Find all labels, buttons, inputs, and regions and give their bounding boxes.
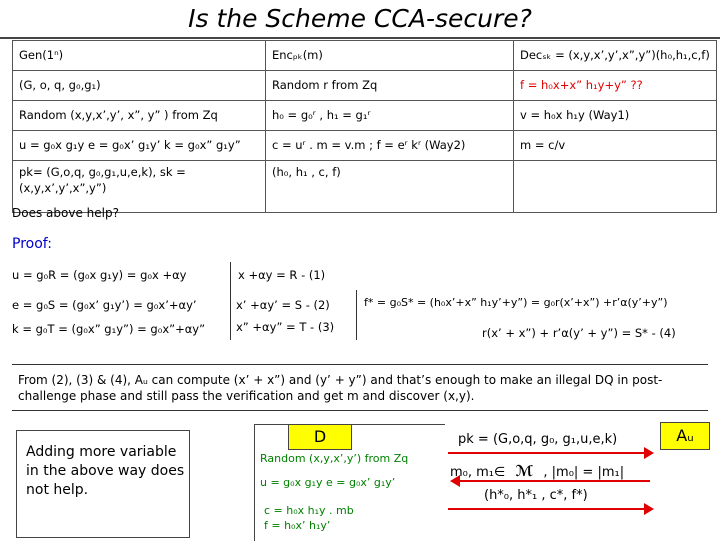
section-divider <box>12 410 708 411</box>
scheme-table <box>12 40 717 213</box>
proof-divider <box>230 262 231 340</box>
table-cell: c = uʳ . m = v.m ; f = eʳ kʳ (Way2) <box>266 131 514 161</box>
arrow-line <box>460 480 650 482</box>
table-row <box>13 41 717 71</box>
pk-message <box>458 432 617 447</box>
message-space-icon: ℳ <box>515 462 534 480</box>
equation-3: x” +αy” = T - (3) <box>236 320 335 334</box>
table-cell: Random r from Zq <box>266 71 514 101</box>
equation-4: r(x’ + x”) + r’α(y’ + y”) = S* - (4) <box>482 326 676 340</box>
table-cell: (G, o, q, g₀,g₁) <box>13 71 266 101</box>
proof-k-equation: k = g₀T = (g₀x” g₁y”) = g₀x”+αy” <box>12 322 206 336</box>
question-text: Does above help? <box>12 206 119 220</box>
table-cell: h₀ = g₀ʳ , h₁ = g₁ʳ <box>266 101 514 131</box>
table-cell: u = g₀x g₁y e = g₀x’ g₁y’ k = g₀x” g₁y” <box>13 131 266 161</box>
table-cell: f = h₀x+x” h₁y+y” ?? <box>514 71 717 101</box>
table-cell: m = c/v <box>514 131 717 161</box>
conclusion-text: From (2), (3) & (4), Aᵤ can compute (x’ + x”) and (y’ + y”) and that’s enough to make an illegal DQ in post-challenge phase and still pass the verification and get m and discover (x,y). <box>18 373 663 403</box>
m-message <box>450 462 624 480</box>
d-c: c = h₀x h₁y . mb <box>264 504 354 517</box>
section-divider <box>12 364 708 365</box>
d-ue: u = g₀x g₁y e = g₀x’ g₁y’ <box>260 476 396 489</box>
pk-text: pk = (G,o,q, g₀, g₁,u,e,k) <box>458 432 618 447</box>
proof-heading: Proof: <box>12 236 52 252</box>
m-pre-text: m₀, m₁∈ <box>450 465 506 480</box>
table-cell: Decₛₖ = (x,y,x’,y’,x”,y”)(h₀,h₁,c,f) <box>514 41 717 71</box>
equation-1: x +αy = R - (1) <box>238 268 326 282</box>
equation-2: x’ +αy’ = S - (2) <box>236 298 330 312</box>
proof-e-equation: e = g₀S = (g₀x’ g₁y’) = g₀x’+αy’ <box>12 298 197 312</box>
arrow-line <box>448 452 644 454</box>
table-cell <box>514 161 717 213</box>
proof-divider <box>356 290 357 340</box>
arrow-right-icon <box>644 503 654 515</box>
table-cell: Random (x,y,x’,y’, x”, y” ) from Zq <box>13 101 266 131</box>
table-row <box>13 71 717 101</box>
d-f: f = h₀x’ h₁y’ <box>264 519 331 532</box>
table-cell: Gen(1ⁿ) <box>13 41 266 71</box>
table-cell: Encₚₖ(m) <box>266 41 514 71</box>
arrow-line <box>448 508 644 510</box>
table-row <box>13 101 717 131</box>
table-cell: v = h₀x h₁y (Way1) <box>514 101 717 131</box>
challenge-message: (h*₀, h*₁ , c*, f*) <box>484 488 588 503</box>
table-cell: pk= (G,o,q, g₀,g₁,u,e,k), sk = (x,y,x’,y’,x”,y”) <box>13 161 266 213</box>
title-divider <box>0 37 720 39</box>
table-cell: (h₀, h₁ , c, f) <box>266 161 514 213</box>
adding-note: Adding more variable in the above way does not help. <box>26 444 185 498</box>
proof-u-equation: u = g₀R = (g₀x g₁y) = g₀x +αy <box>12 268 187 282</box>
m-post-text: , |m₀| = |m₁| <box>543 465 625 480</box>
arrow-left-icon <box>450 475 460 487</box>
fstar-equation: f* = g₀S* = (h₀x’+x” h₁y’+y”) = g₀r(x’+x”) +r’α(y’+y”) <box>364 296 668 309</box>
slide-title: Is the Scheme CCA-secure? <box>188 4 532 33</box>
table-row <box>13 131 717 161</box>
arrow-right-icon <box>644 447 654 459</box>
adversary-label: Aᵤ <box>660 422 710 450</box>
d-random: Random (x,y,x’,y’) from Zq <box>260 452 409 465</box>
table-row <box>13 161 717 213</box>
distinguisher-label: D <box>288 424 352 450</box>
